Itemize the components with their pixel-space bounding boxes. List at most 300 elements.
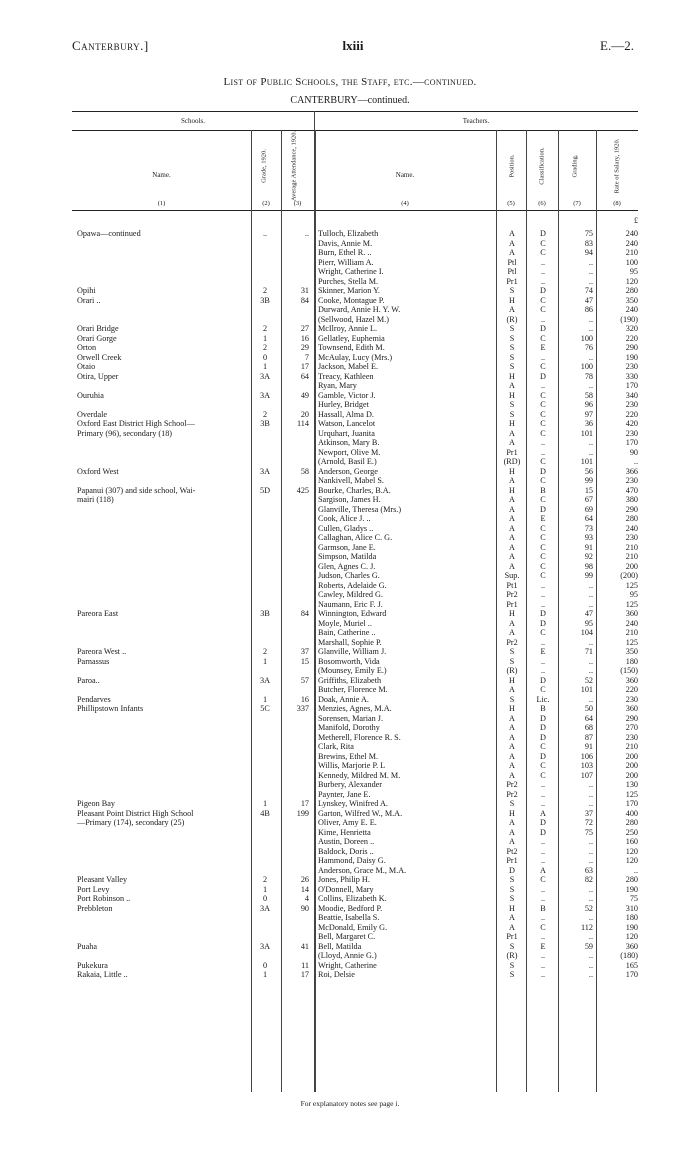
grading-cell: 101 [580, 685, 593, 694]
teacher-name-cell: Paynter, Jane E. [318, 789, 371, 799]
classification-cell: D [540, 732, 546, 742]
teacher-name-cell: Oliver, Amy E. E. [318, 818, 377, 827]
grading-cell: 112 [581, 922, 593, 932]
grading-cell: 52 [584, 903, 593, 913]
grading-cell: .. [588, 932, 593, 941]
teacher-name-cell: Cawley, Mildred G. [318, 590, 383, 599]
attendance-cell: 337 [296, 704, 309, 713]
colnum-5: (5) [507, 200, 515, 207]
position-cell: H [509, 808, 515, 818]
teacher-name-cell: Bell, Matilda [318, 941, 362, 951]
salary-cell: (150) [620, 666, 638, 675]
table-row [0, 286, 700, 296]
salary-cell: 165 [625, 960, 638, 970]
classification-cell: C [540, 542, 546, 552]
classification-cell: C [540, 457, 546, 466]
position-cell: S [509, 960, 515, 970]
salary-cell: 360 [625, 675, 638, 685]
classification-cell: .. [540, 314, 546, 324]
table-row [0, 695, 700, 705]
salary-cell: 230 [625, 362, 638, 371]
table-row [0, 970, 700, 980]
classification-cell: .. [540, 970, 546, 979]
teacher-name-cell: Baldock, Doris .. [318, 846, 374, 856]
attendance-cell: 15 [300, 656, 309, 666]
position-cell: Sup. [504, 571, 520, 580]
salary-cell: 95 [629, 590, 638, 599]
salary-cell: .. [633, 457, 638, 466]
salary-cell: 230 [625, 533, 638, 542]
teacher-name-cell: Metherell, Florence R. S. [318, 732, 401, 742]
grading-cell: 95 [584, 618, 593, 628]
teacher-name-cell: Hammond, Daisy G. [318, 856, 386, 865]
grading-cell: .. [588, 447, 593, 457]
teacher-name-cell: Moodie, Bedford P. [318, 903, 383, 913]
salary-cell: 190 [625, 922, 638, 932]
classification-cell: .. [540, 951, 546, 960]
position-cell: A [509, 837, 515, 846]
attendance-cell: 7 [304, 352, 309, 362]
teacher-name-cell: Durward, Annie H. Y. W. [318, 305, 401, 314]
group-rule [72, 130, 638, 131]
school-name-cell: Port Robinson .. [77, 894, 131, 903]
classification-cell: .. [540, 789, 546, 799]
grading-cell: .. [588, 324, 593, 333]
classification-cell: .. [540, 666, 546, 675]
grade-cell: 3B [260, 419, 270, 428]
classification-cell: .. [540, 656, 546, 666]
grading-cell: 104 [580, 628, 593, 637]
teacher-name-cell: Glanville, William J. [318, 647, 387, 656]
salary-cell: 180 [625, 913, 638, 922]
teacher-name-cell: (Mounsey, Emily E.) [318, 666, 387, 675]
position-cell: H [509, 419, 515, 428]
table-row [0, 229, 700, 239]
grade-cell: 1 [262, 656, 268, 666]
table-row [0, 742, 700, 752]
grading-cell: 78 [584, 371, 593, 381]
page-number: lxiii [342, 38, 364, 53]
grading-cell: 64 [584, 514, 593, 523]
attendance-header: Average Attendance, 1920. [290, 130, 298, 202]
position-cell: A [509, 827, 515, 837]
salary-cell: 280 [625, 514, 638, 523]
salary-cell: 230 [625, 476, 638, 485]
teacher-name-cell: Newport, Olive M. [318, 447, 381, 457]
position-cell: A [509, 770, 515, 780]
footer-note: For explanatory notes see page i. [300, 1099, 400, 1108]
salary-cell: 170 [625, 438, 638, 447]
grading-cell: 68 [584, 723, 593, 732]
grade-cell: 3A [259, 371, 270, 381]
teacher-name-cell: Bell, Margaret C. [318, 932, 376, 941]
attendance-cell: 17 [300, 362, 309, 371]
teacher-name-cell: Menzies, Agnes, M.A. [318, 704, 392, 713]
teacher-name-cell: Townsend, Edith M. [318, 343, 385, 352]
position-cell: A [509, 504, 515, 514]
table-body [0, 229, 700, 980]
salary-cell: 380 [625, 495, 638, 504]
classification-cell: B [540, 704, 546, 713]
grading-cell: 50 [584, 704, 593, 713]
teacher-name-cell: Tulloch, Elizabeth [318, 229, 379, 238]
salary-cell: 240 [625, 618, 638, 628]
grading-cell: 97 [584, 409, 593, 419]
classification-cell: D [540, 229, 546, 238]
salary-cell: 230 [625, 400, 638, 409]
teacher-name-cell: Manifold, Dorothy [318, 723, 380, 732]
table-row [0, 305, 700, 315]
position-cell: H [509, 295, 515, 305]
position-cell: A [509, 238, 515, 248]
grading-cell: .. [588, 799, 593, 808]
table-row [0, 657, 700, 667]
grade-cell: 5D [259, 485, 270, 495]
grading-cell: 106 [580, 751, 593, 761]
salary-cell: 210 [625, 248, 638, 257]
school-name-cell: Pleasant Point District High School [77, 808, 194, 818]
school-name-cell: Paroa.. [77, 675, 100, 685]
position-cell: Pt1 [506, 580, 518, 590]
teacher-name-cell: Gamble, Victor J. [318, 390, 376, 400]
attendance-cell: .. [304, 229, 309, 238]
table-row [0, 714, 700, 724]
school-name-cell: Pendarves [77, 694, 111, 704]
grade-cell: 0 [262, 960, 268, 970]
grading-cell: .. [588, 257, 593, 267]
grading-cell: 98 [584, 561, 593, 571]
salary-cell: 290 [625, 713, 638, 723]
position-cell: A [509, 533, 515, 542]
salary-cell: 210 [625, 542, 638, 552]
table-row [0, 372, 700, 382]
table-row [0, 486, 700, 496]
grade-cell: 3B [260, 295, 270, 305]
teacher-name-cell: Anderson, Grace M., M.A. [318, 865, 407, 875]
classification-cell: C [540, 409, 546, 419]
teacher-name-cell: (Lloyd, Annie G.) [318, 951, 377, 960]
position-cell: A [509, 818, 515, 827]
grading-cell: .. [588, 960, 593, 970]
salary-cell: 220 [625, 333, 638, 343]
salary-cell: 350 [625, 295, 638, 305]
position-cell: A [509, 913, 515, 922]
table-row [0, 809, 700, 819]
classification-cell: C [540, 533, 546, 542]
grade-cell: 3A [259, 675, 270, 685]
table-row [0, 875, 700, 885]
classification-cell: D [540, 827, 546, 837]
salary-cell: 200 [625, 751, 638, 761]
classification-cell: C [540, 742, 546, 751]
position-cell: H [509, 704, 515, 713]
position-cell: H [509, 675, 515, 685]
position-cell: A [509, 723, 515, 732]
position-cell: H [509, 371, 515, 381]
position-cell: S [509, 694, 515, 704]
salary-cell: 280 [625, 818, 638, 827]
teacher-name-cell: Skinner, Marion Y. [318, 286, 380, 295]
table-row [0, 799, 700, 809]
grading-cell: 59 [584, 941, 593, 951]
schools-group-header: Schools. [181, 117, 205, 125]
colnum-3: (3) [293, 200, 302, 207]
table-row [0, 419, 700, 429]
salary-cell: 170 [625, 799, 638, 808]
position-cell: H [509, 466, 515, 476]
school-name-cell: Orari Gorge [77, 333, 117, 343]
position-cell: Ptl [507, 257, 517, 267]
currency-symbol: £ [634, 216, 638, 225]
grade-cell: 3A [259, 941, 270, 951]
teacher-name-cell: Purches, Stella M. [318, 276, 379, 286]
position-cell: S [509, 941, 515, 951]
grade-cell: 5C [260, 704, 270, 713]
table-row [0, 448, 700, 458]
grading-cell: 36 [584, 419, 593, 428]
grade-cell: 3B [260, 609, 270, 618]
grading-cell: .. [588, 894, 593, 903]
grade-cell: 3A [259, 390, 270, 400]
table-row [0, 476, 700, 486]
position-cell: A [509, 552, 515, 561]
school-name-cell: Pleasant Valley [77, 875, 128, 884]
grading-cell: 74 [584, 286, 593, 295]
grading-header: Grading. [571, 154, 579, 178]
salary-cell: 240 [625, 238, 638, 248]
classification-cell: C [540, 523, 546, 533]
header-right: E.—2. [600, 38, 634, 53]
teacher-name-cell: Griffiths, Elizabeth [318, 675, 382, 685]
teacher-name-cell: Butcher, Florence M. [318, 685, 388, 694]
teacher-name-cell: Collins, Elizabeth K. [318, 894, 387, 903]
grade-cell: 2 [262, 324, 268, 333]
salary-cell: 125 [625, 637, 638, 647]
table-row [0, 362, 700, 372]
table-row [0, 495, 700, 505]
table-row [0, 752, 700, 762]
classification-cell: .. [540, 580, 546, 590]
grading-cell: 99 [584, 571, 593, 580]
school-name-cell: mairi (118) [77, 495, 114, 504]
colnum-2: (2) [262, 200, 270, 207]
grading-cell: 99 [584, 476, 593, 485]
salary-cell: (200) [620, 571, 638, 580]
position-cell: Pr1 [506, 276, 518, 286]
classification-cell: A [540, 865, 546, 875]
table-row [0, 343, 700, 353]
teacher-name-cell: Bosomworth, Vida [318, 656, 380, 666]
classification-cell: D [540, 324, 546, 333]
table-row [0, 429, 700, 439]
teacher-name-cell: Burbery, Alexander [318, 780, 383, 789]
school-name-cell: Orton [77, 343, 97, 352]
attendance-cell: 84 [300, 609, 309, 618]
salary-cell: 125 [625, 599, 638, 609]
salary-cell: 120 [625, 276, 638, 286]
teacher-name-cell: Garton, Wilfred W., M.A. [318, 808, 403, 818]
grading-cell: 91 [584, 742, 593, 751]
classification-cell: C [540, 561, 546, 571]
table-row [0, 723, 700, 733]
table-row [0, 467, 700, 477]
teacher-name-cell: Nankivell, Mabel S. [318, 476, 384, 485]
attendance-cell: 37 [300, 647, 309, 656]
school-name-cell: Oxford West [77, 466, 119, 476]
classification-cell: .. [540, 913, 546, 922]
position-cell: (RD) [503, 457, 521, 466]
salary-cell: 240 [625, 229, 638, 238]
table-row [0, 296, 700, 306]
table-row [0, 334, 700, 344]
school-name-cell: Papanui (307) and side school, Wai- [77, 485, 196, 495]
position-cell: A [509, 476, 515, 485]
salary-cell: 360 [625, 704, 638, 713]
position-cell: Pr2 [506, 780, 518, 789]
position-cell: S [509, 884, 515, 894]
grading-cell: .. [588, 438, 593, 447]
attendance-cell: 20 [300, 409, 309, 419]
grade-cell: 2 [262, 409, 268, 419]
salary-cell: 120 [625, 932, 638, 941]
running-header [72, 38, 634, 56]
classification-cell: B [540, 903, 546, 913]
position-cell: A [509, 381, 515, 390]
teacher-name-cell: Burn, Ethel R. .. [318, 248, 372, 257]
grade-cell: 1 [262, 884, 268, 894]
table-row [0, 581, 700, 591]
classification-cell: Lic. [536, 694, 550, 704]
classification-cell: D [540, 618, 546, 628]
teacher-name-cell: Gellatley, Euphemia [318, 333, 385, 343]
teacher-name-cell: Kennedy, Mildred M. M. [318, 770, 401, 780]
teacher-name-cell: Bain, Catherine .. [318, 628, 376, 637]
salary-cell: 130 [625, 780, 638, 789]
salary-cell: 200 [625, 770, 638, 780]
teacher-name-cell: Atkinson, Mary B. [318, 438, 380, 447]
table-row [0, 638, 700, 648]
grade-cell: 1 [262, 333, 268, 343]
table-row [0, 866, 700, 876]
classification-cell: C [540, 571, 546, 580]
table-row [0, 913, 700, 923]
grading-cell: .. [588, 837, 593, 846]
teacher-name-cell: Garmson, Jane E. [318, 542, 376, 552]
teacher-name-cell: Pierr, William A. [318, 257, 374, 267]
classification-cell: C [540, 922, 546, 932]
teacher-name-cell: Wright, Catherine [318, 960, 377, 970]
classification-cell: C [540, 295, 546, 305]
attendance-cell: 57 [300, 675, 309, 685]
position-cell: Pr1 [506, 447, 518, 457]
classification-cell: .. [540, 780, 546, 789]
salary-cell: 170 [625, 970, 638, 979]
table-row [0, 771, 700, 781]
classification-cell: C [540, 476, 546, 485]
school-name-header: Name. [152, 171, 171, 179]
table-row [0, 704, 700, 714]
grading-cell: .. [588, 580, 593, 590]
school-name-cell: Phillipstown Infants [77, 704, 144, 713]
school-name-cell: Oxford East District High School— [77, 419, 195, 428]
salary-cell: 240 [625, 523, 638, 533]
table-row [0, 324, 700, 334]
position-cell: S [509, 409, 515, 419]
position-cell: Pr2 [506, 590, 518, 599]
grading-cell: 73 [584, 523, 593, 533]
position-cell: S [509, 286, 515, 295]
teacher-name-cell: Kime, Henrietta [318, 827, 371, 837]
table-row [0, 780, 700, 790]
position-cell: Pr1 [506, 856, 518, 865]
grade-cell: 2 [262, 875, 268, 884]
grading-cell: 63 [584, 865, 593, 875]
classification-cell: C [540, 400, 546, 409]
grading-cell: 72 [584, 818, 593, 827]
teacher-name-cell: Hassall, Alma D. [318, 409, 374, 419]
position-cell: A [509, 685, 515, 694]
grading-cell: .. [588, 856, 593, 865]
school-name-cell: Port Levy [77, 884, 110, 894]
grading-cell: 15 [584, 485, 593, 495]
table-subtitle: CANTERBURY—continued. [290, 95, 410, 106]
table-row [0, 258, 700, 268]
school-name-cell: Opawa—continued [77, 229, 141, 238]
teacher-name-cell: Lynskey, Winifred A. [318, 799, 388, 808]
salary-cell: 90 [629, 447, 638, 457]
position-cell: (R) [506, 951, 518, 960]
colnum-1: (1) [157, 200, 166, 207]
table-row [0, 894, 700, 904]
teacher-name-cell: Jones, Philip H. [318, 875, 370, 884]
classification-cell: .. [540, 257, 546, 267]
table-row [0, 676, 700, 686]
table-row [0, 514, 700, 524]
grading-cell: 47 [584, 609, 593, 618]
teacher-name-cell: (Arnold, Basil E.) [318, 457, 377, 466]
salary-cell: 310 [625, 903, 638, 913]
classification-cell: D [540, 286, 546, 295]
position-cell: S [509, 647, 515, 656]
teacher-name-cell: Roberts, Adelaide G. [318, 580, 387, 590]
colnum-6: (6) [538, 200, 546, 207]
grade-cell: 0 [262, 894, 268, 903]
grade-cell: 1 [262, 970, 268, 979]
table-row [0, 438, 700, 448]
teacher-name-cell: Roi, Delsie [318, 970, 355, 979]
grade-cell: 1 [262, 799, 268, 808]
position-cell: H [509, 609, 515, 618]
colnum-7: (7) [573, 200, 581, 207]
salary-cell: 250 [625, 827, 638, 837]
salary-cell: 280 [625, 875, 638, 884]
classification-cell: C [540, 238, 546, 248]
grading-cell: 100 [580, 362, 593, 371]
position-cell: A [509, 922, 515, 932]
classification-cell: D [540, 466, 546, 476]
salary-cell: 125 [625, 789, 638, 799]
position-cell: Pt2 [506, 846, 518, 856]
grading-cell: 103 [580, 761, 593, 770]
grading-cell: .. [588, 666, 593, 675]
position-cell: S [509, 324, 515, 333]
grading-cell: 56 [584, 466, 593, 476]
teacher-name-cell: Cook, Alice J. .. [318, 514, 371, 523]
attendance-cell: 84 [300, 295, 309, 305]
grading-cell: 69 [584, 504, 593, 514]
salary-cell: 230 [625, 428, 638, 438]
grading-cell: 86 [584, 305, 593, 314]
